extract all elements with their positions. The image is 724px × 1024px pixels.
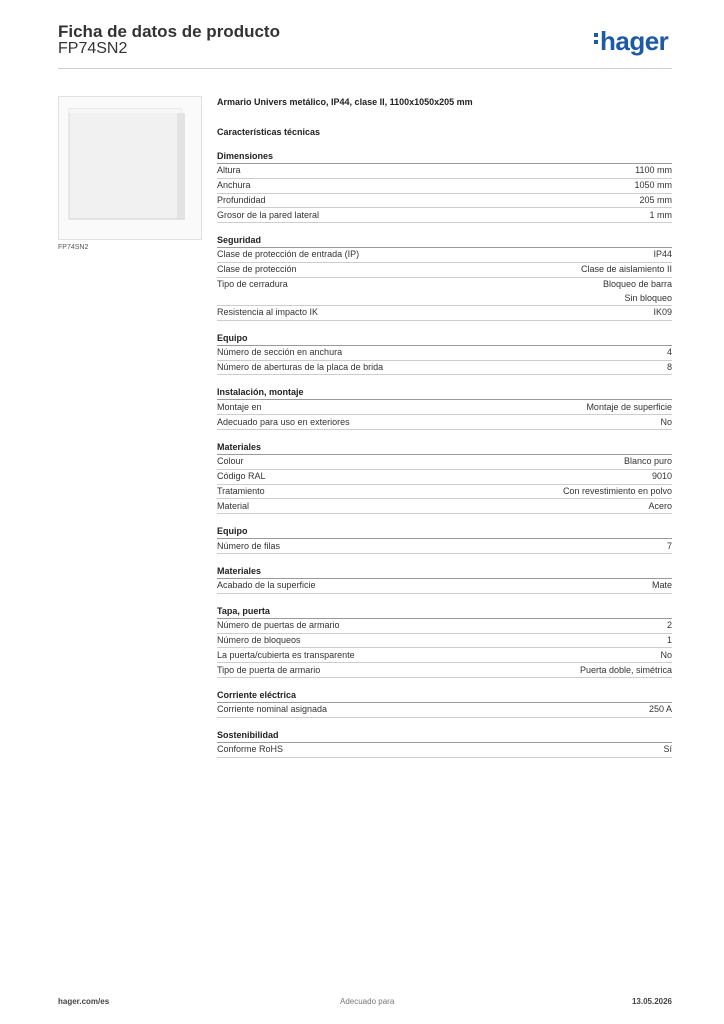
spec-row — [217, 499, 672, 514]
section-heading: Corriente eléctrica — [217, 688, 672, 703]
spec-row — [217, 400, 672, 415]
section-heading: Sostenibilidad — [217, 728, 672, 743]
spec-section — [217, 440, 672, 514]
spec-label: Resistencia al impacto IK — [217, 307, 319, 318]
spec-value: Acero — [648, 500, 672, 511]
logo-colon-icon — [594, 33, 598, 47]
section-heading: Seguridad — [217, 233, 672, 248]
spec-section — [217, 564, 672, 594]
spec-value: 1100 mm — [635, 165, 672, 176]
spec-row — [217, 634, 672, 649]
spec-value: 8 — [666, 361, 672, 372]
spec-content — [217, 93, 672, 758]
spec-value: Puerta doble, simétrica — [579, 664, 672, 675]
spec-value: 4 — [666, 347, 672, 358]
spec-row — [217, 455, 672, 470]
spec-label: La puerta/cubierta es transparente — [217, 649, 355, 660]
spec-row — [217, 179, 672, 194]
spec-row — [217, 415, 672, 430]
spec-label: Profundidad — [217, 194, 266, 205]
spec-value: Sí — [663, 744, 672, 755]
page-title: Ficha de datos de producto — [58, 22, 280, 41]
spec-row — [217, 346, 672, 361]
spec-label: Anchura — [217, 180, 251, 191]
spec-section — [217, 728, 672, 758]
spec-label: Número de puertas de armario — [217, 620, 340, 631]
spec-label: Clase de protección — [217, 264, 297, 275]
spec-label: Acabado de la superficie — [217, 580, 316, 591]
spec-value: 9010 — [651, 471, 672, 482]
section-heading: Dimensiones — [217, 149, 672, 164]
spec-value: Blanco puro — [623, 456, 672, 467]
section-heading: Equipo — [217, 331, 672, 346]
spec-label: Corriente nominal asignada — [217, 704, 328, 715]
spec-value: Mate — [651, 580, 672, 591]
spec-row — [217, 306, 672, 321]
product-code: FP74SN2 — [58, 40, 128, 57]
spec-label: Código RAL — [217, 471, 266, 482]
spec-value: No — [660, 649, 672, 660]
spec-label: Conforme RoHS — [217, 744, 284, 755]
spec-row — [217, 208, 672, 223]
footer-date: 13.05.2026 — [631, 997, 672, 1006]
spec-label: Tipo de puerta de armario — [217, 664, 321, 675]
spec-row — [217, 539, 672, 554]
spec-value: No — [660, 416, 672, 427]
spec-value: IK09 — [653, 307, 672, 318]
spec-label: Adecuado para uso en exteriores — [217, 416, 350, 427]
footer-suitable: Adecuado para — [340, 997, 395, 1006]
spec-label: Número de sección en anchura — [217, 347, 343, 358]
spec-label: Grosor de la pared lateral — [217, 209, 320, 220]
spec-row — [217, 361, 672, 376]
cabinet-image-icon — [65, 103, 191, 229]
spec-label: Material — [217, 500, 250, 511]
section-heading: Equipo — [217, 524, 672, 539]
section-heading: Materiales — [217, 440, 672, 455]
spec-label: Número de bloqueos — [217, 634, 301, 645]
spec-value: 1 mm — [649, 209, 672, 220]
spec-value: 7 — [666, 540, 672, 551]
spec-row — [217, 470, 672, 485]
spec-label: Colour — [217, 456, 244, 467]
spec-row — [217, 648, 672, 663]
spec-sections — [217, 149, 672, 758]
spec-row — [217, 485, 672, 500]
spec-row — [217, 619, 672, 634]
spec-label: Número de filas — [217, 540, 281, 551]
product-image — [58, 96, 202, 240]
spec-value: 1 — [666, 634, 672, 645]
spec-section — [217, 688, 672, 718]
section-heading: Tapa, puerta — [217, 604, 672, 619]
image-caption: FP74SN2 — [58, 244, 89, 251]
footer-website[interactable]: hager.com/es — [58, 997, 110, 1006]
spec-value: IP44 — [653, 249, 672, 260]
spec-row — [217, 248, 672, 263]
spec-value: Clase de aislamiento II — [580, 264, 672, 275]
spec-value: 2 — [666, 620, 672, 631]
spec-row — [217, 743, 672, 758]
spec-row — [217, 263, 672, 278]
spec-row — [217, 703, 672, 718]
spec-value: 1050 mm — [634, 180, 672, 191]
product-description: Armario Univers metálico, IP44, clase II, 1100x1050x205 mm — [217, 97, 473, 107]
spec-row — [217, 164, 672, 179]
spec-value: Bloqueo de barra Sin bloqueo — [602, 279, 672, 303]
spec-section — [217, 385, 672, 430]
spec-row — [217, 663, 672, 678]
spec-section — [217, 149, 672, 223]
section-heading: Materiales — [217, 564, 672, 579]
spec-value: 250 A — [648, 704, 672, 715]
spec-section — [217, 604, 672, 678]
spec-label: Altura — [217, 165, 241, 176]
spec-label: Montaje en — [217, 401, 262, 412]
spec-value: Montaje de superficie — [586, 401, 672, 412]
spec-label: Tipo de cerradura — [217, 279, 288, 290]
spec-label: Número de aberturas de la placa de brida — [217, 361, 384, 372]
spec-section — [217, 524, 672, 554]
spec-label: Tratamiento — [217, 485, 265, 496]
hager-logo[interactable] — [594, 26, 668, 57]
spec-section — [217, 331, 672, 376]
spec-row — [217, 194, 672, 209]
spec-section — [217, 233, 672, 321]
spec-row — [217, 278, 672, 306]
spec-row — [217, 579, 672, 594]
technical-title: Características técnicas — [217, 127, 321, 137]
header-divider — [58, 68, 672, 69]
spec-label: Clase de protección de entrada (IP) — [217, 249, 360, 260]
spec-value: 205 mm — [639, 194, 672, 205]
section-heading: Instalación, montaje — [217, 385, 672, 400]
logo-text: hager — [600, 26, 669, 56]
spec-value: Con revestimiento en polvo — [562, 485, 672, 496]
